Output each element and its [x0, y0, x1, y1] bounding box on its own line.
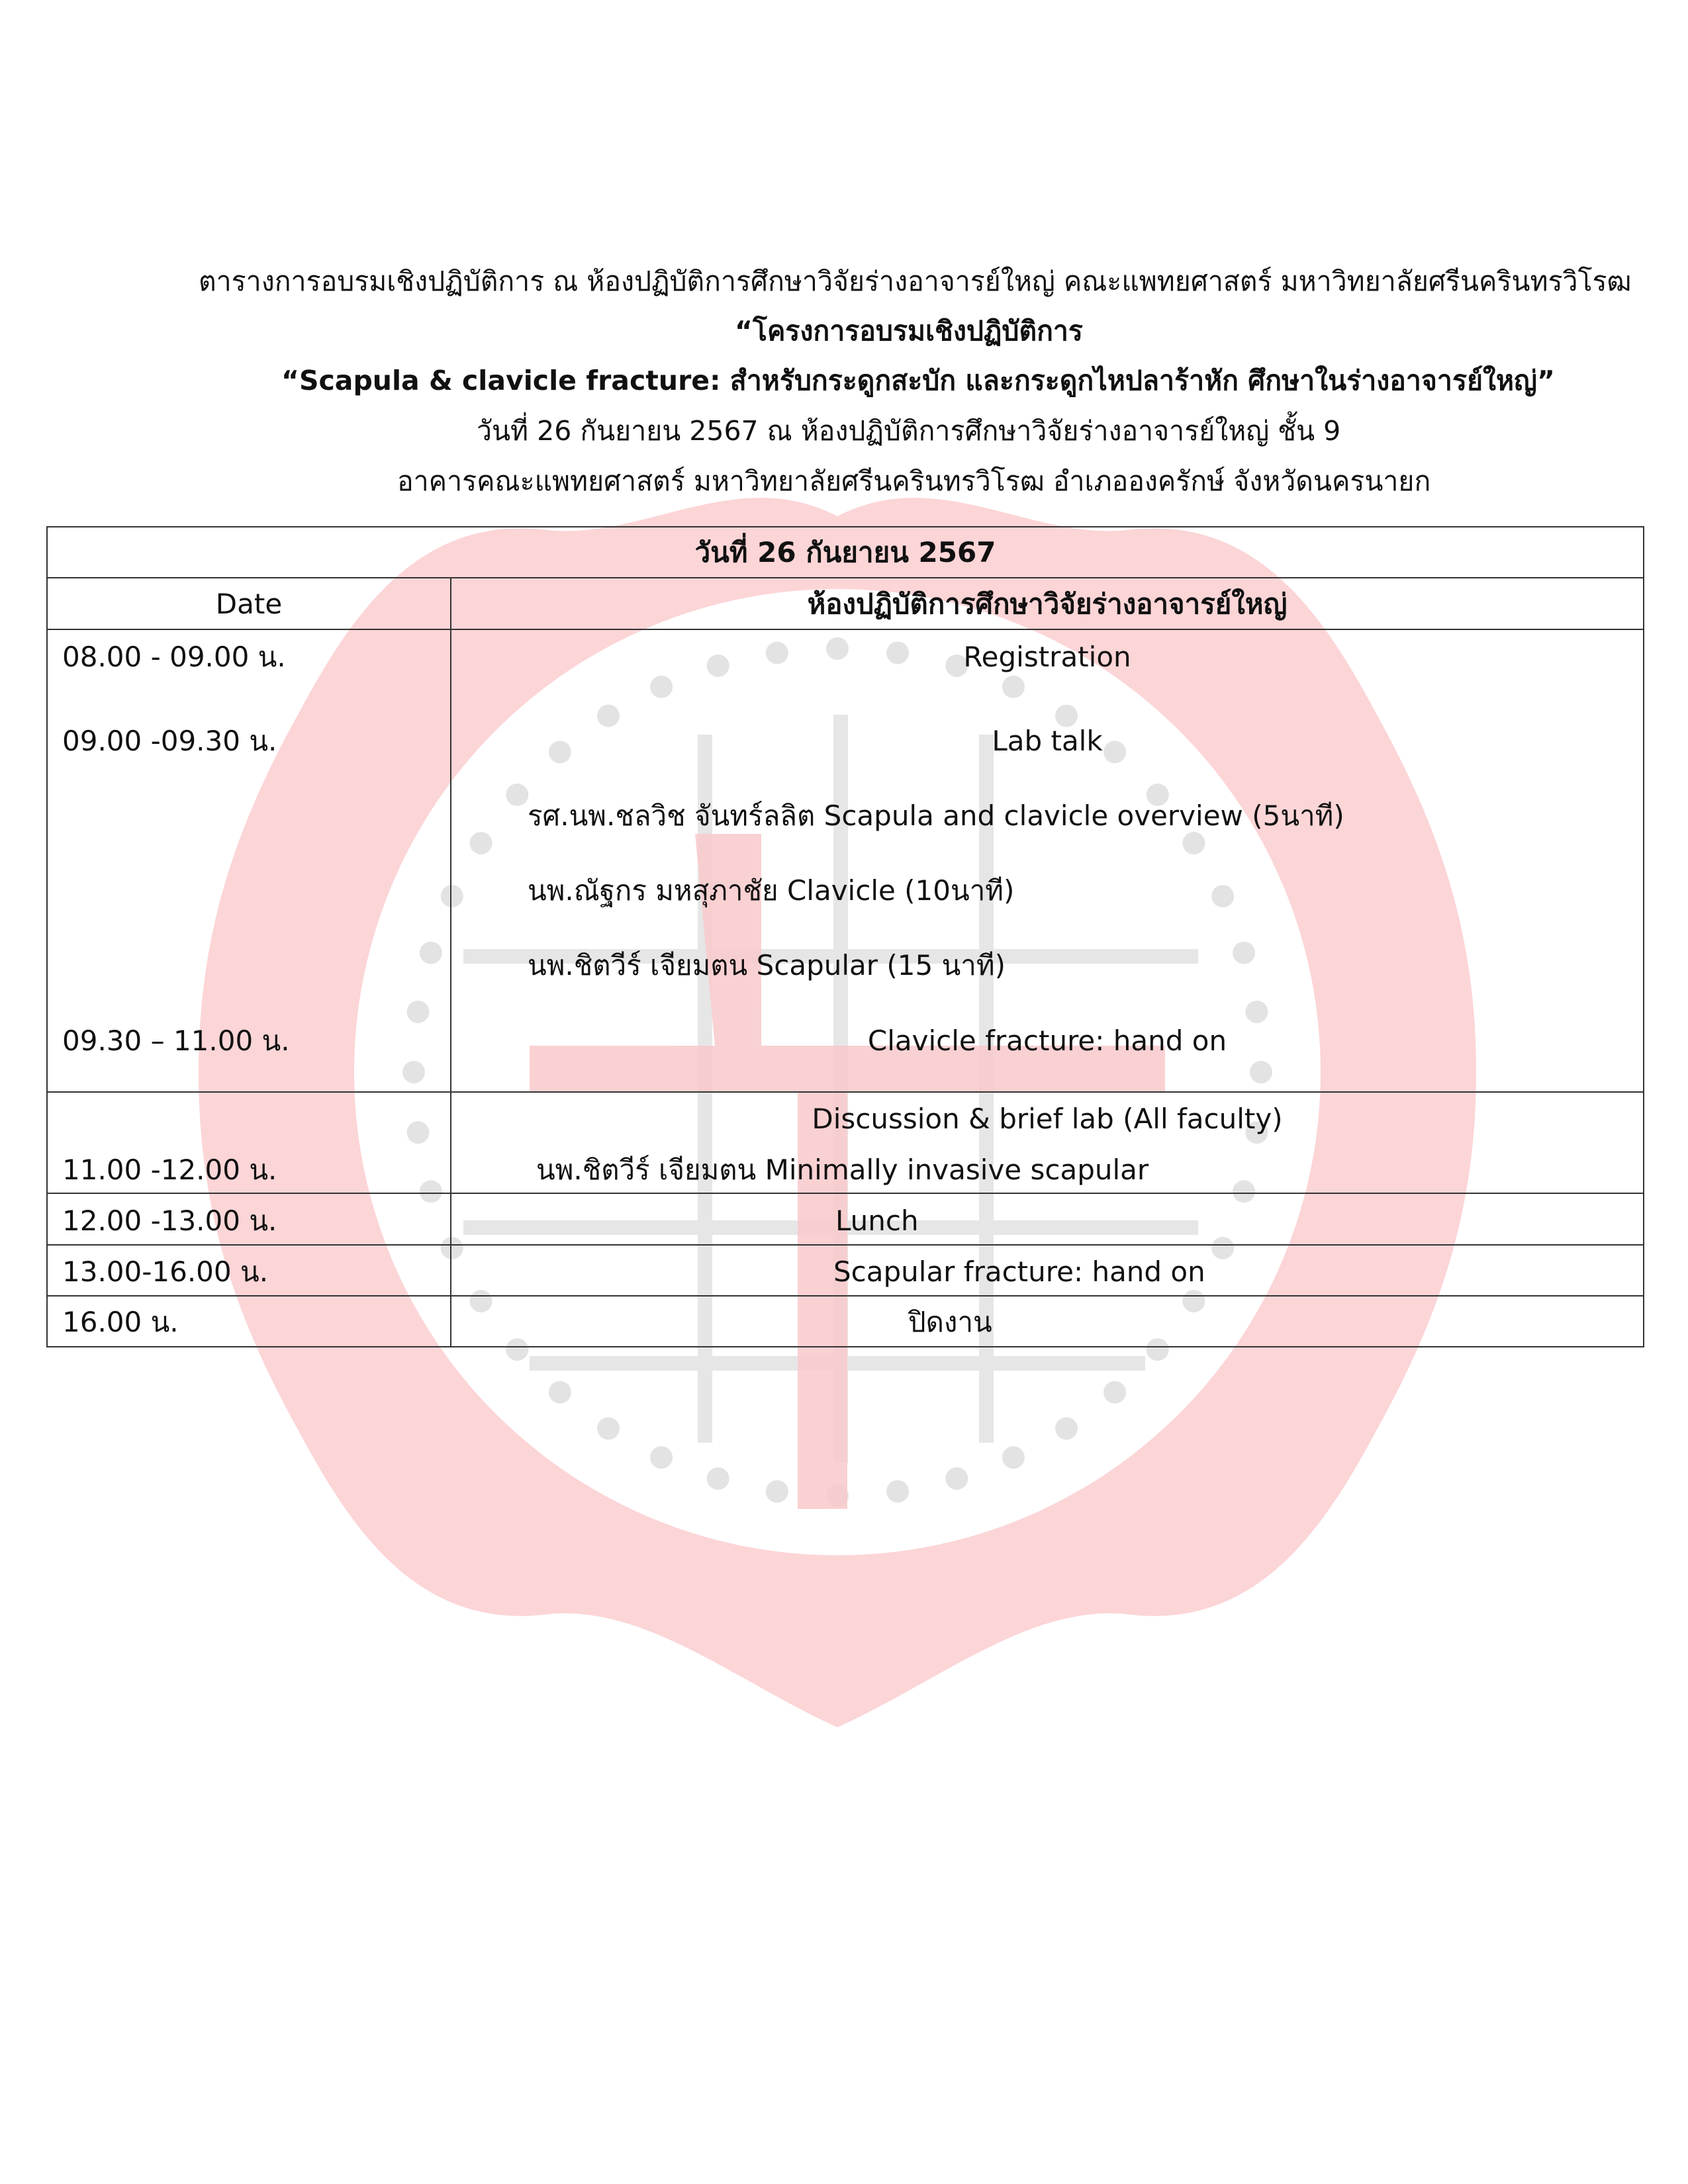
table-rule [48, 1091, 1643, 1093]
speaker-line: รศ.นพ.ชลวิช จันทร์ลลิต Scapula and clavicle overview (5นาที) [528, 799, 1344, 832]
seal-dot [1055, 1417, 1078, 1439]
column-header-room: ห้องปฏิบัติการศึกษาวิจัยร่างอาจารย์ใหญ่ [807, 588, 1288, 620]
seal-dot [707, 1467, 729, 1490]
speaker-line: นพ.ณัฐกร มหสุภาชัย Clavicle (10นาที) [528, 874, 1015, 907]
time-cell: 08.00 - 09.00 น. [62, 641, 286, 673]
activity-cell: ปิดงาน [908, 1306, 992, 1338]
seal-dot [945, 1467, 968, 1490]
activity-cell: Scapular fracture: hand on [833, 1255, 1205, 1288]
seal-dot [886, 1480, 909, 1503]
time-cell: 09.30 – 11.00 น. [62, 1024, 290, 1057]
column-header-date: Date [215, 588, 283, 620]
seal-dot [766, 1480, 788, 1503]
activity-cell: Lunch [835, 1205, 919, 1237]
header-line-1: ตารางการอบรมเชิงปฏิบัติการ ณ ห้องปฏิบัติการศึกษาวิจัยร่างอาจารย์ใหญ่ คณะแพทยศาสตร์ มหาวิทยาลัยศรีนครินทรวิโรฒ [199, 265, 1632, 297]
seal-dot [597, 1417, 620, 1439]
table-date-title: วันที่ 26 กันยายน 2567 [694, 536, 996, 569]
time-cell: 11.00 -12.00 น. [62, 1154, 277, 1186]
time-cell: 13.00-16.00 น. [62, 1255, 269, 1288]
schedule-table [46, 526, 1644, 1347]
table-rule [48, 1193, 1643, 1194]
time-cell: 16.00 น. [62, 1306, 179, 1338]
table-rule [48, 577, 1643, 578]
activity-cell: Registration [963, 641, 1131, 673]
table-rule [48, 1295, 1643, 1297]
activity-subline: นพ.ชิตวีร์ เจียมตน Minimally invasive scapular [536, 1154, 1149, 1186]
time-cell: 12.00 -13.00 น. [62, 1205, 277, 1237]
table-rule [48, 1244, 1643, 1246]
seal-dot [549, 1381, 571, 1404]
activity-cell: Discussion & brief lab (All faculty) [812, 1103, 1283, 1135]
seal-dot [1002, 1446, 1025, 1469]
activity-cell: Lab talk [992, 725, 1103, 757]
header-line-2: “โครงการอบรมเชิงปฏิบัติการ [735, 315, 1083, 347]
header-line-4: วันที่ 26 กันยายน 2567 ณ ห้องปฏิบัติการศึกษาวิจัยร่างอาจารย์ใหญ่ ชั้น 9 [477, 415, 1341, 447]
table-column-divider [450, 577, 451, 1346]
speaker-line: นพ.ชิตวีร์ เจียมตน Scapular (15 นาที) [528, 949, 1006, 981]
header-line-3: “Scapula & clavicle fracture: สำหรับกระดูกสะบัก และกระดูกไหปลาร้าหัก ศึกษาในร่างอาจารย์ใหญ่” [281, 365, 1555, 396]
seal-dot [1103, 1381, 1126, 1404]
table-rule [48, 629, 1643, 630]
seal-dot [650, 1446, 673, 1469]
activity-cell: Clavicle fracture: hand on [867, 1024, 1227, 1057]
time-cell: 09.00 -09.30 น. [62, 725, 277, 757]
header-line-5: อาคารคณะแพทยศาสตร์ มหาวิทยาลัยศรีนครินทรวิโรฒ อำเภอองครักษ์ จังหวัดนครนายก [397, 465, 1431, 497]
